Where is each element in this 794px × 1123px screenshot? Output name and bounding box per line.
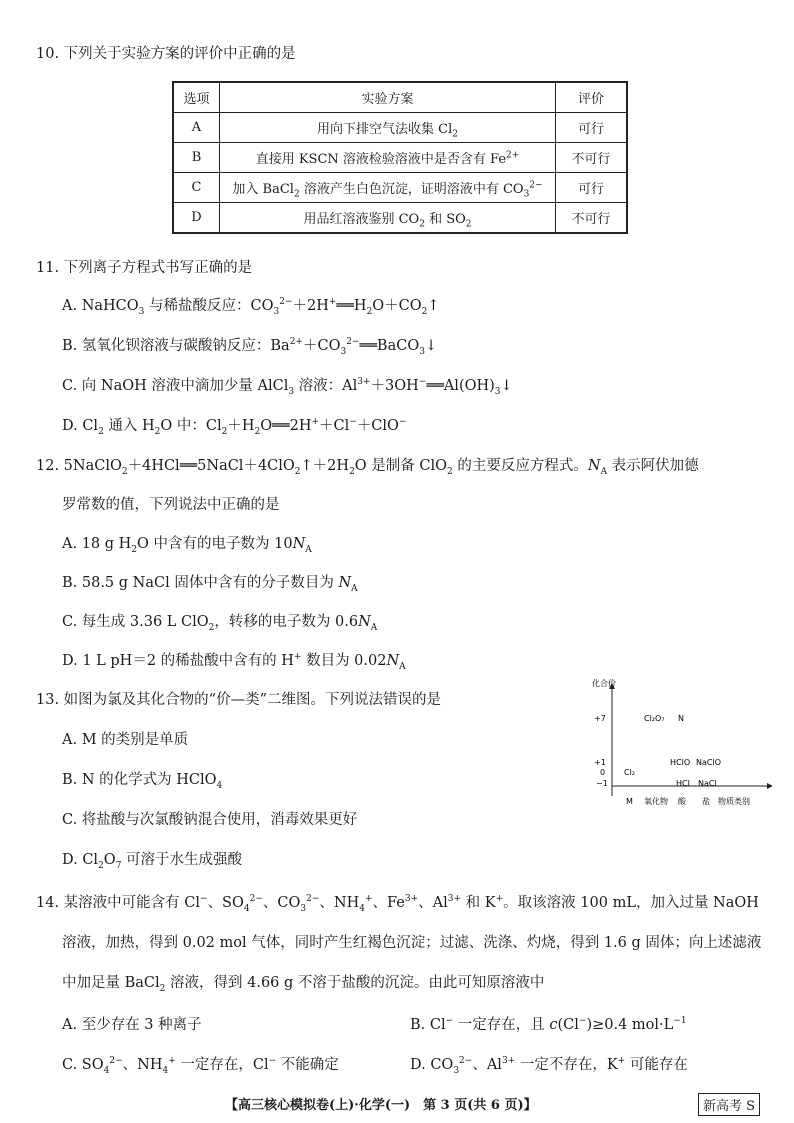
valence-class-chart — [582, 676, 772, 816]
table-row — [173, 203, 627, 234]
x-label-m: M — [626, 797, 633, 806]
y-tick-label: +1 — [594, 758, 606, 767]
q10-stem: 10. 下列关于实验方案的评价中正确的是 — [36, 46, 296, 62]
q14-option-c: C. $SO_4^{2-}$、$NH_4^+$ 一定存在，Cl− 不能确定 — [62, 1056, 339, 1076]
header-option: 选项 — [173, 82, 220, 113]
q10-table — [172, 81, 628, 234]
q12-stem: 12. $5NaClO_2+4HCl══5NaCl+4ClO_2↑+2H_2O$ 是制备 ClO$_2$ 的主要反应方程式。$N_A$ 表示阿伏加德 — [36, 458, 699, 477]
y-tick-label: +7 — [594, 714, 606, 723]
table-row — [173, 113, 627, 143]
q14-option-b: B. Cl− 一定存在，且 c(Cl−)≥0.4 $mol\cdot L^{-1}$ — [410, 1016, 687, 1033]
table-row — [173, 143, 627, 173]
table-header-row — [173, 82, 627, 113]
exam-type-badge: 新高考 S — [698, 1093, 760, 1116]
q11-option-d: D. $Cl_2$ 通入 $H_2O$ 中：$Cl_2+H_2O══2H^++Cl^-+ClO^-$ — [62, 417, 407, 437]
x-label-oxide: 氧化物 — [644, 797, 668, 806]
row-option: A — [173, 113, 220, 143]
q14-stem: 14. 某溶液中可能含有 Cl−、$SO_4^{2-}$、$CO_3^{2-}$、$NH_4^+$、$Fe^{3+}$、$Al^{3+}$ 和 K+。取该溶液 100 mL，加入过量 NaOH — [36, 894, 759, 914]
row-plan: 直接用 KSCN 溶液检验溶液中是否含有 $Fe^{2+}$ — [220, 143, 556, 173]
q11-option-b: B. 氢氧化钡溶液与碳酸钠反应：$Ba^{2+}+CO_3^{2-}══BaCO_3↓$ — [62, 337, 438, 357]
header-plan: 实验方案 — [220, 82, 556, 113]
row-plan: 用向下排空气法收集 $Cl_2$ — [220, 113, 556, 143]
point-hclo: HClO — [670, 758, 691, 767]
y-axis-title: 化合价 — [592, 679, 616, 688]
x-label-salt: 盐 — [702, 797, 710, 806]
row-option: B — [173, 143, 220, 173]
row-evaluation: 可行 — [556, 113, 628, 143]
page-footer: 【高三核心模拟卷(上)·化学(一) 第 3 页(共 6 页)】 — [225, 1098, 537, 1113]
q12-option-b: B. 58.5 g NaCl 固体中含有的分子数目为 $N_A$ — [62, 575, 358, 594]
q14-stem-line3: 中加足量 BaCl$_2$ 溶液，得到 4.66 g 不溶于盐酸的沉淀。由此可知原溶液中 — [62, 975, 545, 994]
row-option: C — [173, 173, 220, 203]
q14-option-d: D. $CO_3^{2-}$、$Al^{3+}$ 一定不存在，K+ 可能存在 — [410, 1056, 688, 1076]
q14-option-a: A. 至少存在 3 种离子 — [62, 1017, 202, 1033]
y-tick-label: −1 — [596, 779, 608, 788]
table-row — [173, 173, 627, 203]
header-evaluation: 评价 — [556, 82, 628, 113]
row-evaluation: 不可行 — [556, 143, 628, 173]
q13-stem: 13. 如图为氯及其化合物的“价—类”二维图。下列说法错误的是 — [36, 692, 441, 708]
q11-option-c: C. 向 NaOH 溶液中滴加少量 AlCl$_3$ 溶液：$Al^{3+}+3OH^-══Al(OH)_3↓$ — [62, 377, 513, 397]
point-nacl: NaCl — [698, 779, 717, 788]
row-evaluation: 不可行 — [556, 203, 628, 234]
q12-stem-line2: 罗常数的值，下列说法中正确的是 — [62, 497, 280, 513]
row-plan: 加入 BaCl$_2$ 溶液产生白色沉淀，证明溶液中有 $CO_3^{2-}$ — [220, 173, 556, 203]
q14-stem-line2: 溶液，加热，得到 0.02 mol 气体，同时产生红褐色沉淀；过滤、洗涤、灼烧，得到 1.6 g 固体；向上述滤液 — [62, 935, 762, 951]
x-label-acid: 酸 — [678, 797, 686, 806]
q12-option-c: C. 每生成 3.36 L ClO$_2$，转移的电子数为 $0.6N_A$ — [62, 614, 378, 633]
point-n: N — [678, 714, 684, 723]
q11-option-a: A. NaHCO$_3$ 与稀盐酸反应：$CO_3^{2-}+2H^+══H_2O+CO_2↑$ — [62, 297, 440, 317]
q13-option-c: C. 将盐酸与次氯酸钠混合使用，消毒效果更好 — [62, 812, 358, 828]
x-label-category: 物质类别 — [718, 797, 750, 806]
point-cl2o7: Cl₂O₇ — [644, 714, 665, 723]
point-hcl: HCl — [676, 779, 690, 788]
q12-option-d: D. 1 L pH＝2 的稀盐酸中含有的 H+ 数目为 $0.02N_A$ — [62, 652, 406, 672]
row-option: D — [173, 203, 220, 234]
point-cl2: Cl₂ — [624, 768, 636, 777]
q13-option-d: D. $Cl_2O_7$ 可溶于水生成强酸 — [62, 852, 243, 871]
q11-stem: 11. 下列离子方程式书写正确的是 — [36, 260, 253, 276]
row-plan: 用品红溶液鉴别 $CO_2$ 和 $SO_2$ — [220, 203, 556, 234]
y-tick-label: 0 — [600, 768, 606, 777]
q13-option-a: A. M 的类别是单质 — [62, 732, 189, 748]
q13-option-b: B. N 的化学式为 HClO$_4$ — [62, 772, 223, 791]
row-evaluation: 可行 — [556, 173, 628, 203]
q12-option-a: A. 18 g $H_2O$ 中含有的电子数为 $10N_A$ — [62, 536, 312, 555]
point-naclo: NaClO — [696, 758, 721, 767]
